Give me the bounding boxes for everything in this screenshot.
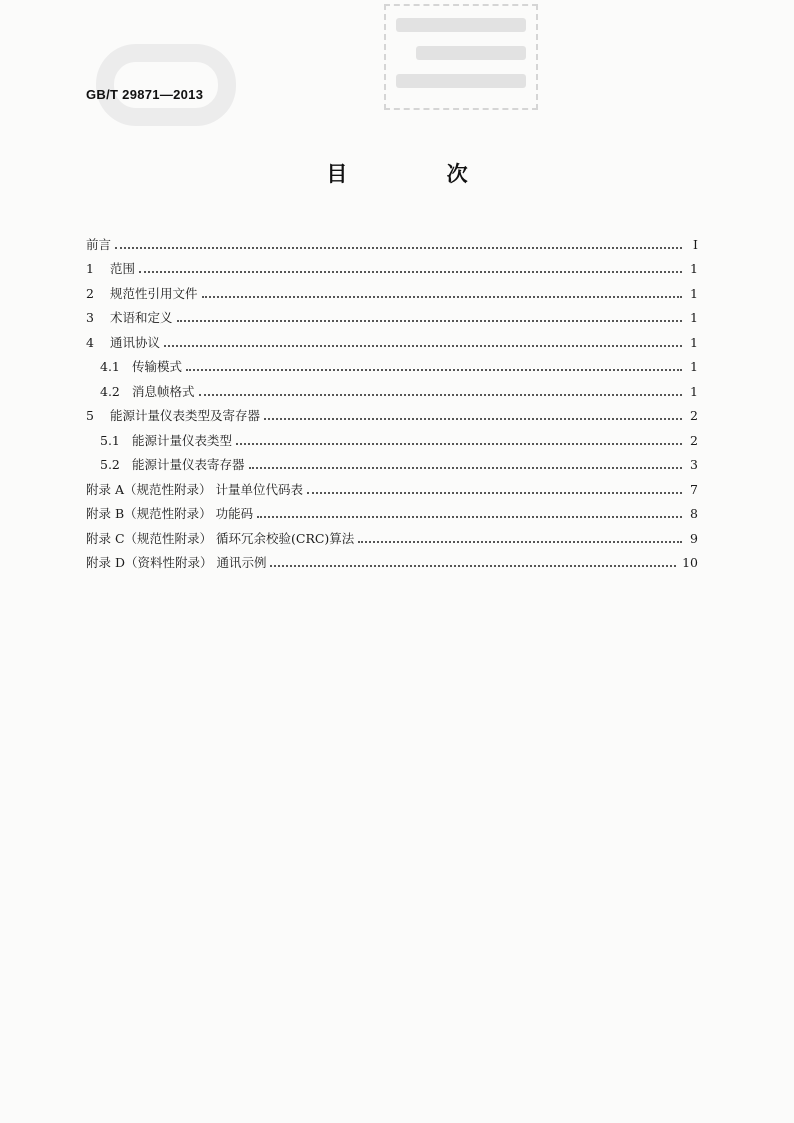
toc-entry-preface[interactable] [86, 228, 698, 253]
toc-entry-text: 传输模式 [132, 359, 183, 374]
toc-page-number: 1 [690, 383, 698, 399]
toc-leader-dots [202, 296, 682, 298]
toc-leader-dots [199, 394, 682, 396]
toc-entry-2[interactable] [86, 277, 698, 302]
toc-entry-3[interactable] [86, 302, 698, 327]
toc-entry-5-1[interactable] [86, 424, 698, 449]
toc-entry-text: 附录 B（规范性附录） 功能码 [86, 506, 254, 521]
toc-section-number: 4.1 [100, 359, 120, 374]
toc-section-number: 5 [86, 408, 94, 423]
toc-section-number: 5.1 [100, 432, 120, 448]
toc-section-number: 1 [86, 261, 94, 276]
toc-page-number: 1 [690, 359, 698, 374]
toc-entry-4[interactable] [86, 326, 698, 351]
toc-leader-dots [307, 492, 682, 494]
toc-page-number: 1 [690, 285, 698, 301]
toc-leader-dots [164, 345, 682, 347]
standard-number: GB/T 29871—2013 [86, 87, 204, 102]
toc-leader-dots [139, 271, 682, 273]
toc-page-number: 1 [690, 261, 698, 276]
toc-entry-annex-d[interactable] [86, 547, 698, 572]
toc-section-number: 2 [86, 285, 94, 301]
toc-leader-dots [270, 565, 676, 567]
toc-page-number: 9 [690, 530, 698, 546]
toc-page-number: 2 [690, 408, 698, 423]
toc-page-number: 1 [690, 310, 698, 325]
page-title: 目 次 [326, 162, 514, 186]
toc-page-number: 2 [690, 432, 698, 448]
toc-entry-annex-a[interactable] [86, 473, 698, 498]
toc-entry-text: 能源计量仪表类型及寄存器 [110, 408, 261, 423]
toc-section-number: 4 [86, 334, 94, 350]
toc-section-number: 4.2 [100, 383, 120, 399]
toc-section-number: 5.2 [100, 457, 120, 472]
toc-page-number: 7 [690, 481, 698, 497]
toc-leader-dots [177, 320, 682, 322]
toc-page-number: 10 [682, 555, 698, 570]
toc-section-number: 3 [86, 310, 94, 325]
toc-entry-text: 附录 D（资料性附录） 通讯示例 [86, 555, 267, 570]
toc-page-number: 1 [690, 334, 698, 350]
toc-page-number: 3 [690, 457, 698, 472]
toc-entry-text: 消息帧格式 [132, 383, 195, 399]
toc-entry-annex-c[interactable] [86, 522, 698, 547]
toc-entry-text: 能源计量仪表寄存器 [132, 457, 245, 472]
toc-entry-4-1[interactable] [86, 351, 698, 376]
logo-ghost-mark [96, 44, 236, 126]
library-stamp [384, 4, 538, 110]
toc-entry-5-2[interactable] [86, 449, 698, 474]
toc-entry-4-2[interactable] [86, 375, 698, 400]
toc-leader-dots [257, 516, 682, 518]
toc-leader-dots [186, 369, 682, 371]
toc-leader-dots [264, 418, 682, 420]
toc-page-number: Ⅰ [693, 236, 698, 252]
toc-leader-dots [358, 541, 682, 543]
table-of-contents [86, 228, 698, 571]
toc-leader-dots [115, 247, 682, 249]
toc-leader-dots [249, 467, 682, 469]
toc-entry-text: 能源计量仪表类型 [132, 432, 233, 448]
toc-page-number: 8 [690, 506, 698, 521]
toc-entry-5[interactable] [86, 400, 698, 425]
toc-entry-text: 规范性引用文件 [110, 285, 198, 301]
toc-entry-1[interactable] [86, 253, 698, 278]
toc-entry-annex-b[interactable] [86, 498, 698, 523]
toc-entry-text: 范围 [110, 261, 136, 276]
toc-leader-dots [236, 443, 682, 445]
toc-entry-text: 附录 A（规范性附录） 计量单位代码表 [86, 481, 303, 497]
toc-entry-text: 通讯协议 [110, 334, 161, 350]
toc-entry-text: 前言 [86, 236, 112, 252]
toc-entry-text: 术语和定义 [110, 310, 173, 325]
toc-entry-text: 附录 C（规范性附录） 循环冗余校验(CRC)算法 [86, 530, 355, 546]
